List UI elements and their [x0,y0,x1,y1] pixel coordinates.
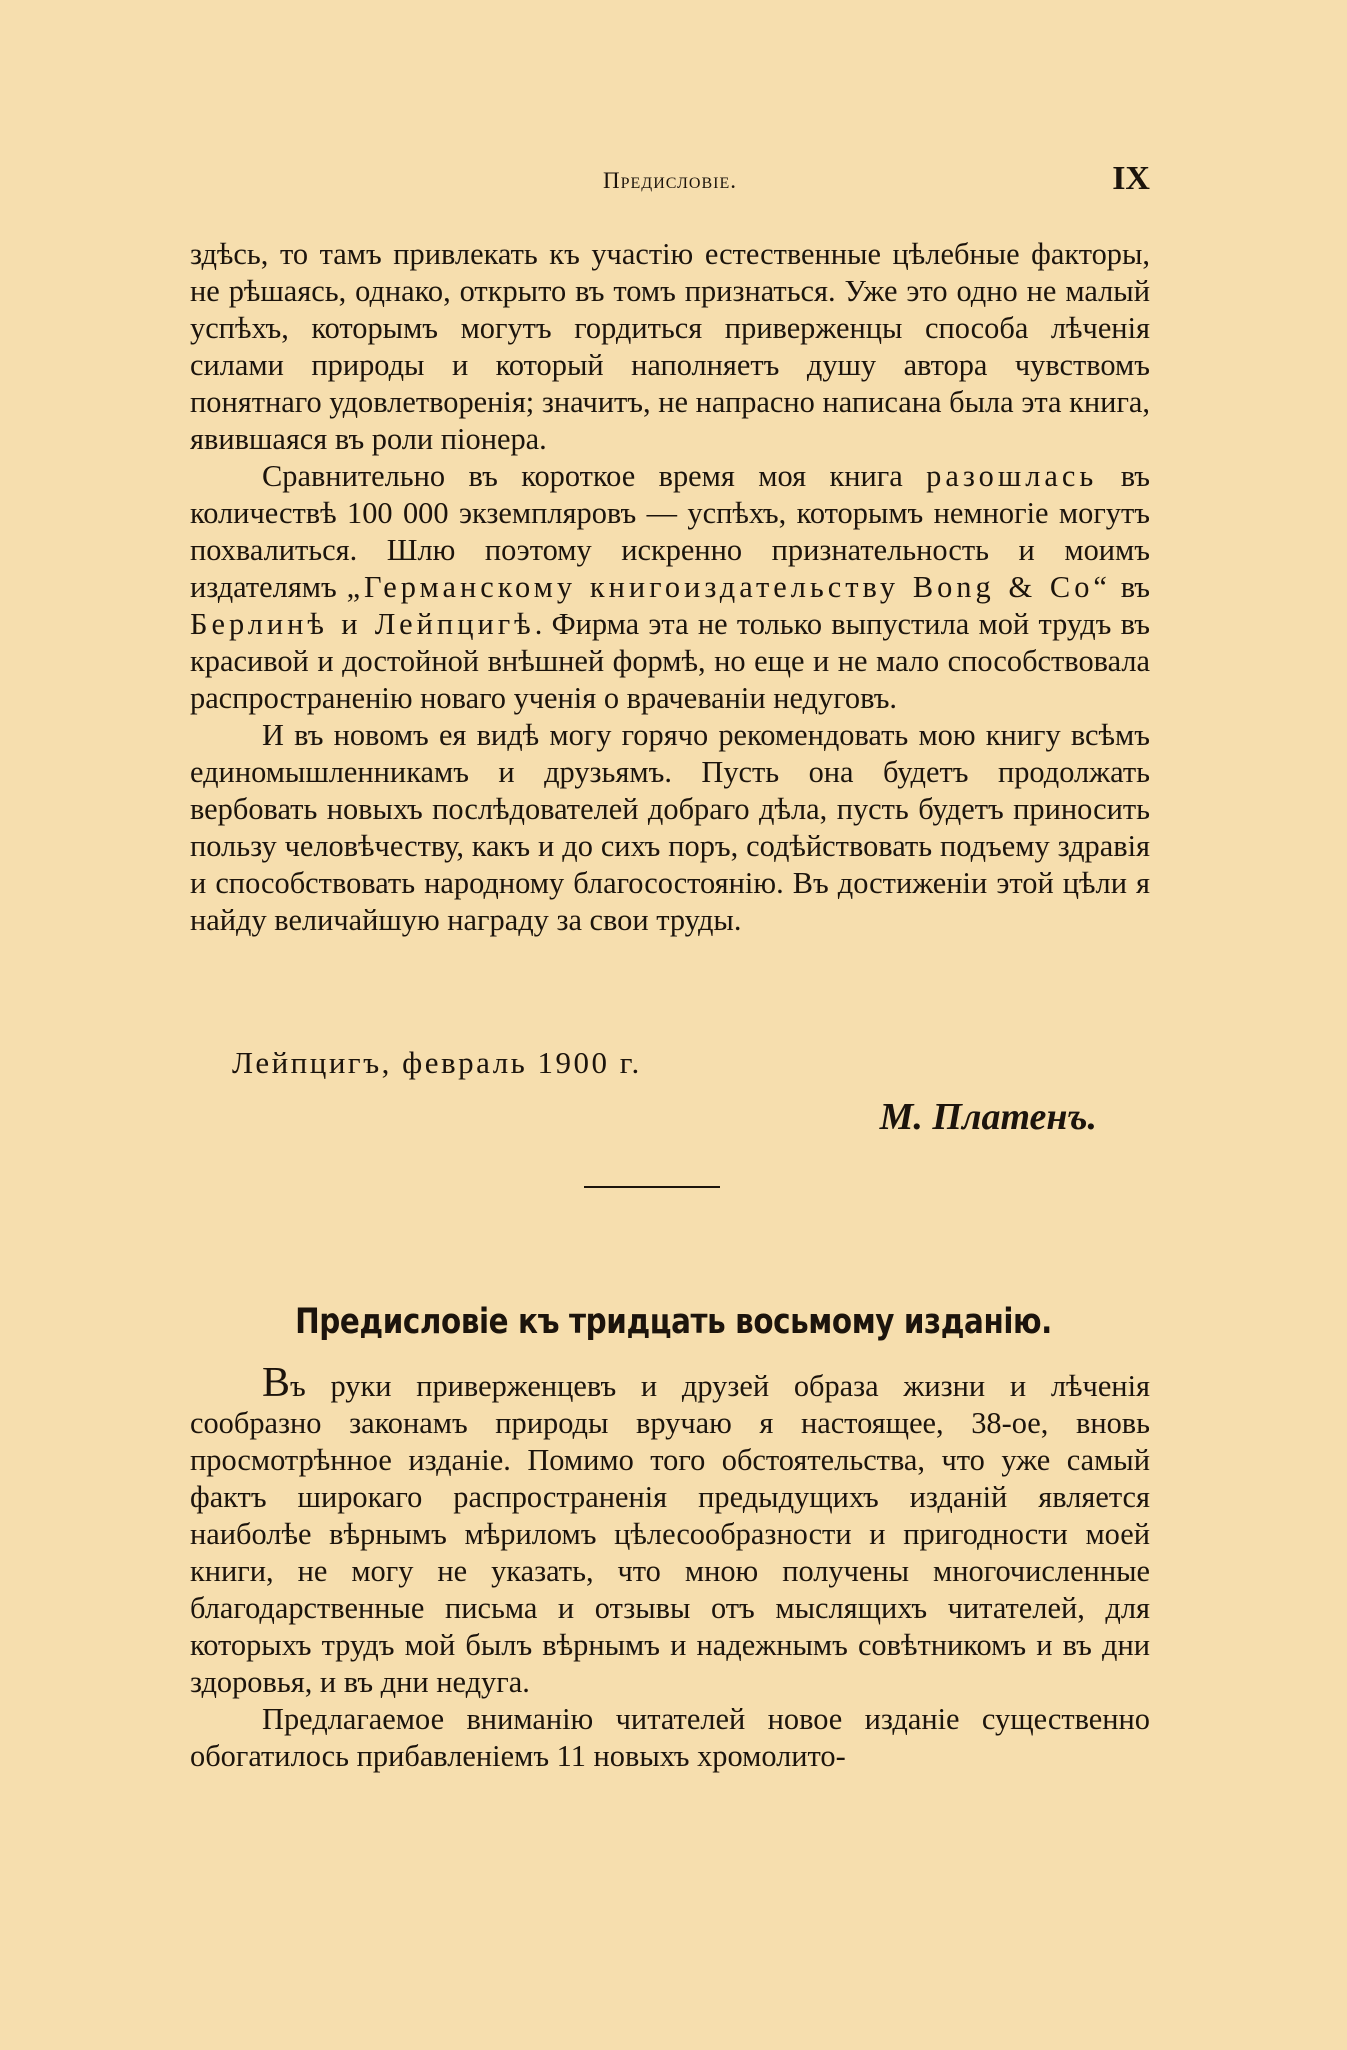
page-number: IX [1112,160,1150,197]
running-title: Предисловіе. [603,168,737,193]
paragraph-intro [190,1360,1150,1701]
place-date: Лейпцигъ, февраль 1900 г. [232,1045,642,1080]
text-run: въ количествѣ 100 000 экземпляровъ — успѣхъ, которымъ немногіе могутъ похвалиться. Шлю поэтому искренно признательность и моимъ издателямъ [190,459,1151,604]
text-run: въ [1110,570,1151,604]
paragraph-new-edition: Предлагаемое вниманію читателей новое изданіе существенно обогатилось прибавленіемъ 11 новыхъ хромолито- [190,1702,1150,1773]
paragraph-recommendation: И въ новомъ ея видѣ могу горячо рекомендовать мою книгу всѣмъ единомышленникамъ и друзьямъ. Пусть она будетъ продолжать вербовать новыхъ послѣдователей добраго дѣла, пусть будетъ приносить пользу человѣчеству, какъ и до сихъ поръ, содѣйствовать подъему здравія и способствовать народному благосостоянію. Въ достиженіи этой цѣли я найду величайшую награду за свои труды. [190,718,1150,937]
initial-letter: В [262,1360,291,1406]
section-divider [584,1186,720,1188]
text-run: Сравнительно въ короткое время моя книга [262,459,927,493]
spaced-text: разошлась [926,459,1098,493]
paragraph-continued: здѣсь, то тамъ привлекать къ участію естественные цѣлебные факторы, не рѣшаясь, однако, открыто въ томъ признаться. Уже это одно не малый успѣхъ, которымъ могутъ гордиться приверженцы способа лѣченія силами природы и который наполняетъ душу автора чувствомъ понятнаго удовлетворенія; значитъ, не напрасно написана была эта книга, явившаяся въ роли піонера. [190,237,1150,456]
running-head [190,160,1150,206]
text-run: ъ руки приверженцевъ и друзей образа жизни и лѣченія сообразно законамъ природы вручаю я настоящее, 38-ое, вновь просмотрѣнное изданіе. Помимо того обстоятельства, что уже самый фактъ широкаго распространенія предыдущихъ изданій является наиболѣе вѣрнымъ мѣриломъ цѣлесообразности и пригодности моей книги, не могу не указать, что мною получены многочисленные благодарственные письма и отзывы отъ мыслящихъ читателей, для которыхъ трудъ мой былъ вѣрнымъ и надежнымъ совѣтникомъ и въ дни здоровья, и въ дни недуга. [190,1369,1150,1699]
paragraph-publishers [190,458,1150,717]
section-heading: Предисловіе къ тридцать восьмому изданію. [295,1302,1052,1342]
preface-38th-edition [190,1360,1150,1775]
publisher-cities: Берлинѣ и Лейпцигѣ [190,607,535,641]
publisher-name: „Германскому книгоиздательству Bong & Co“ [346,570,1111,604]
preface-continuation [190,236,1150,939]
text-run: . Фирма эта не только выпустила мой трудъ въ красивой и достойной внѣшней формѣ, но еще и не мало способствовала распространенію новаго ученія о врачеваніи недуговъ. [190,607,1150,715]
author-signature: М. Платенъ. [879,1096,1097,1138]
